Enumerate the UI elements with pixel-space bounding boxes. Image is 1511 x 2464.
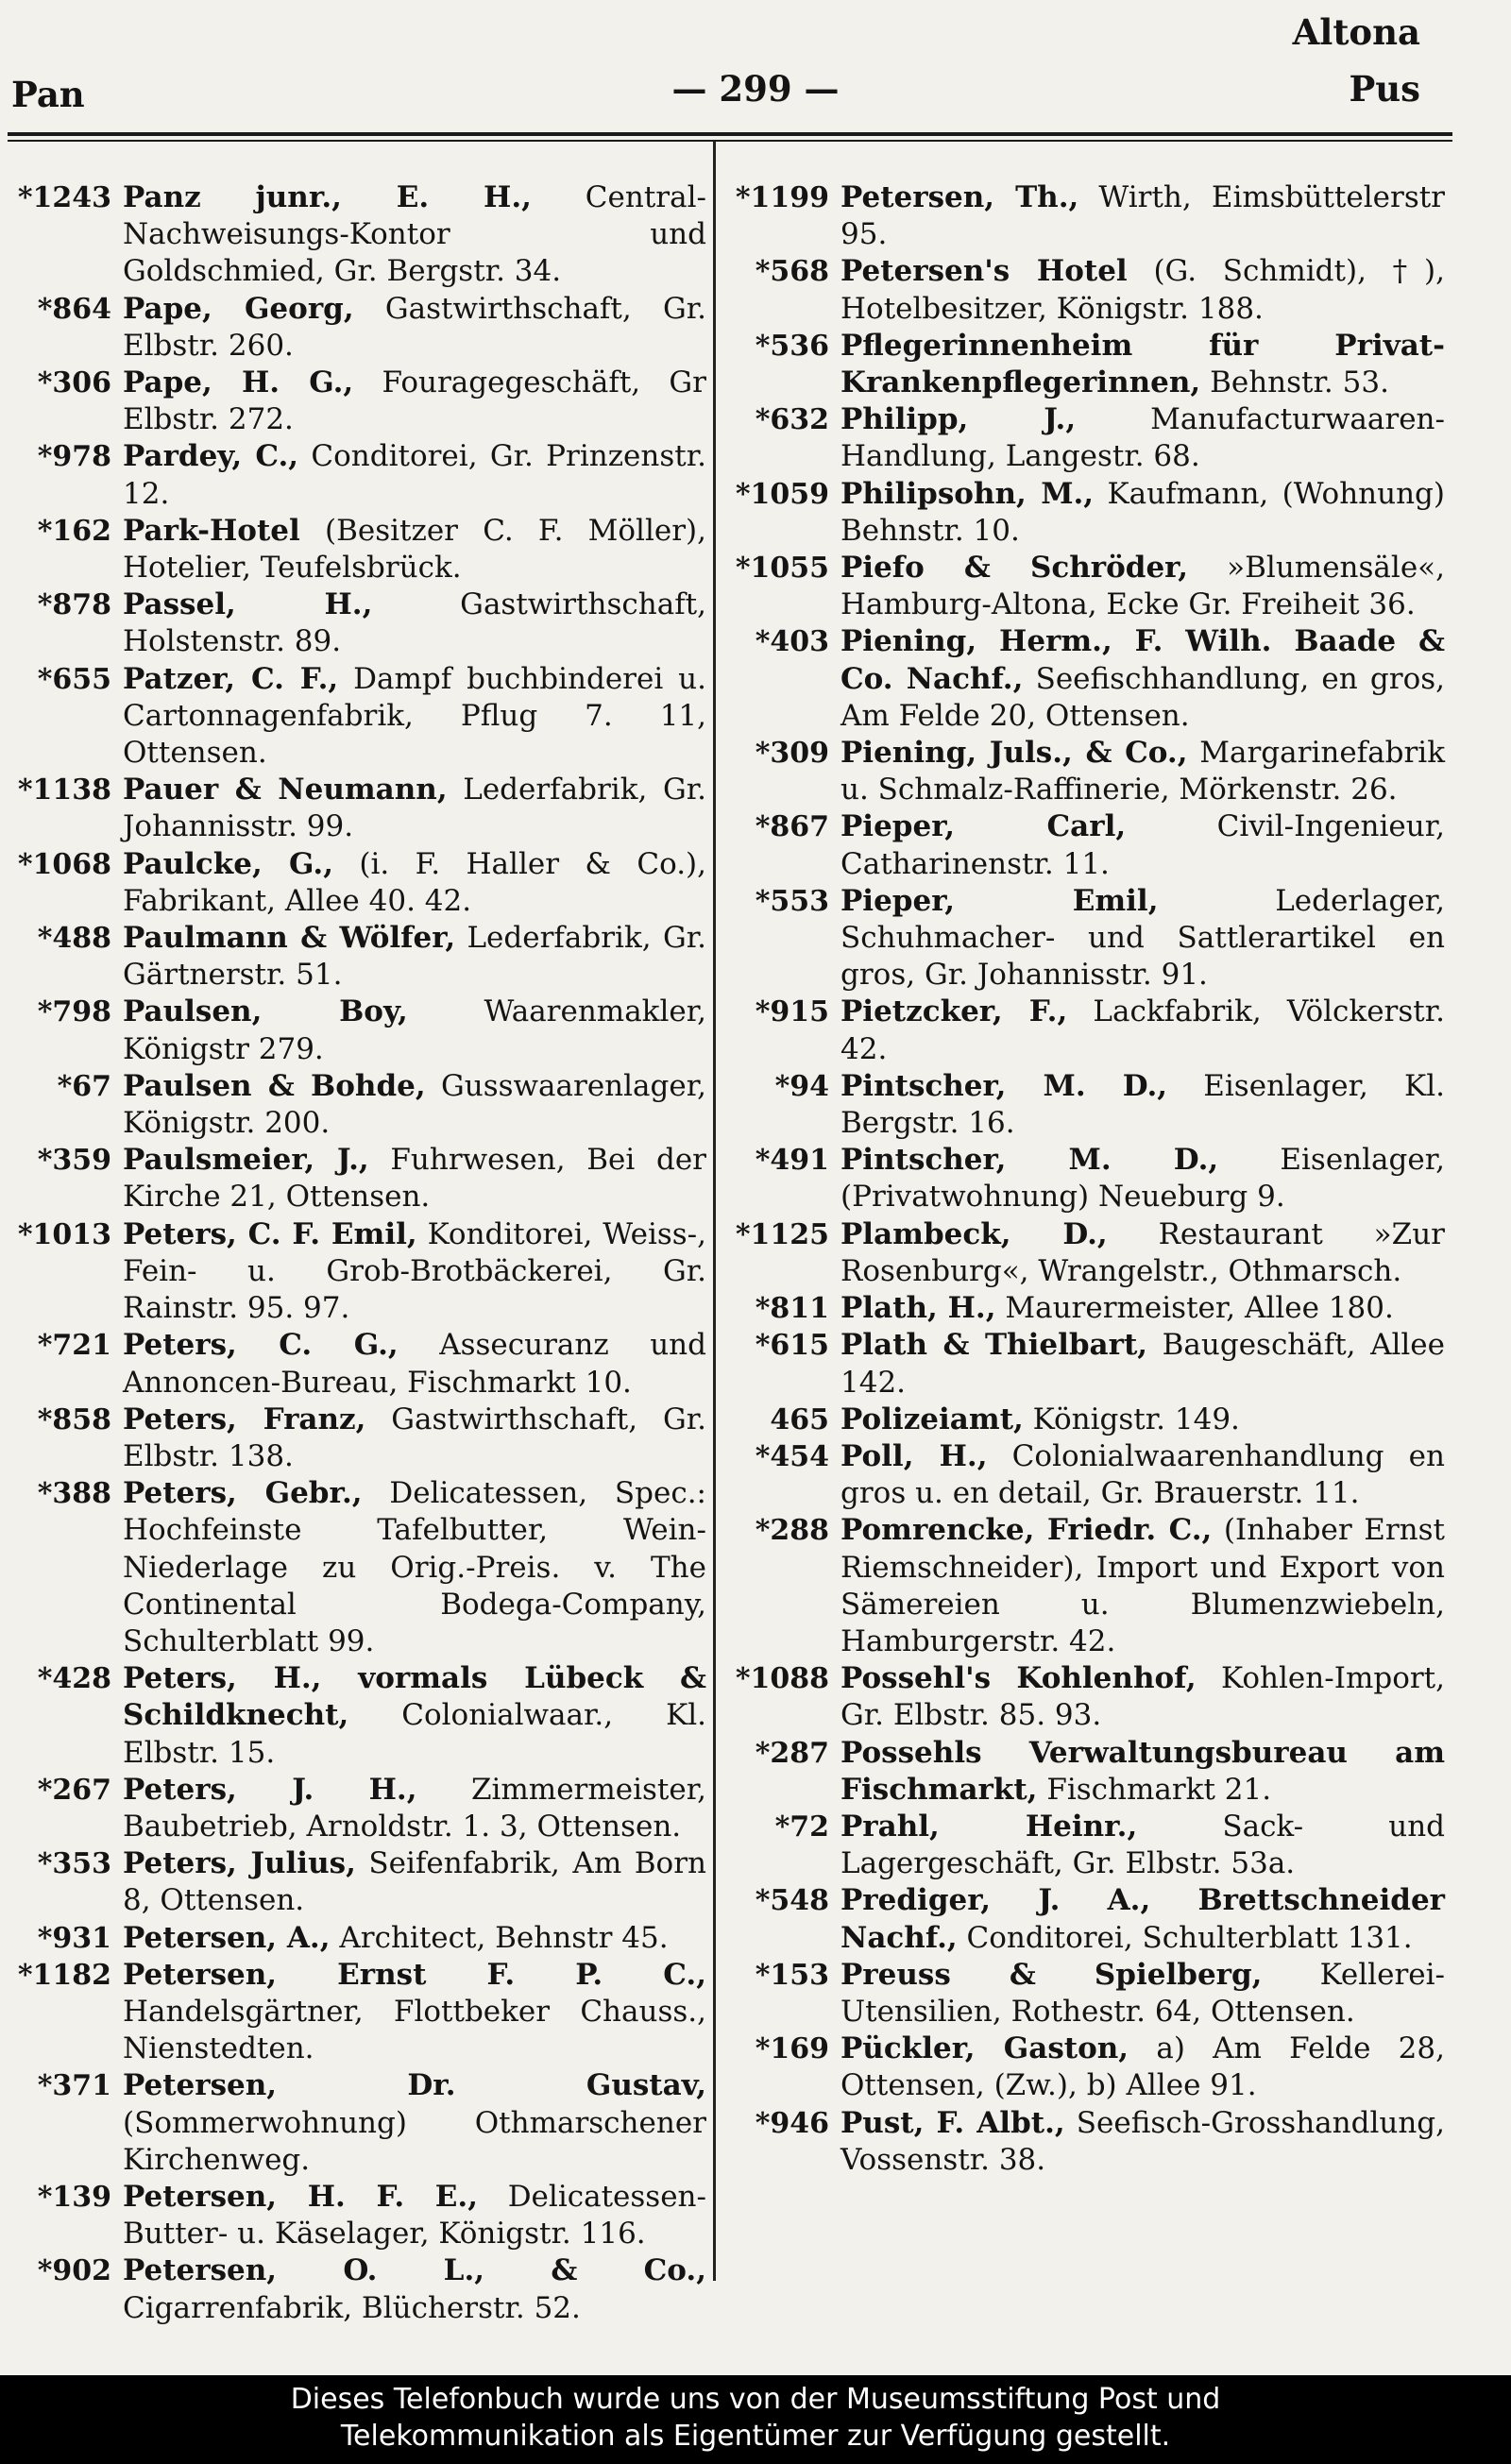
directory-entry [725,623,1445,735]
entry-phone-number: *878 [37,588,111,622]
entry-text [123,2179,706,2252]
entry-details: Kaufmann, (Wohnung) Behnstr. 10. [840,476,1445,548]
directory-entry [9,1216,706,1328]
entry-text [123,2252,706,2326]
entry-phone-number: *902 [37,2254,111,2288]
directory-entry [9,772,706,845]
entry-text [840,1882,1445,1956]
directory-entry [9,2067,706,2179]
entry-details: Central-Nachweisungs-Kontor und Goldschmied, Gr. Bergstr. 34. [123,180,706,289]
entry-details: Architect, Behnstr 45. [330,1920,669,1955]
entry-text [123,920,706,994]
entry-phone-number: *553 [755,884,829,918]
entry-text [123,994,706,1067]
entry-text [123,291,706,365]
directory-entry [9,586,706,660]
entry-text [840,1402,1445,1438]
entry-phone-number: *388 [37,1477,111,1511]
entry-phone-number: *632 [755,403,829,437]
entry-name: Pomrencke, Friedr. C., [840,1513,1213,1548]
entry-phone-number: *915 [755,995,829,1029]
entry-details: Colonialwaarenhandlung en gros u. en detail, Gr. Brauerstr. 11. [840,1438,1445,1511]
entry-text [123,661,706,773]
entry-text [123,1142,706,1215]
directory-entry [9,1845,706,1919]
entry-phone-number: 465 [770,1402,829,1436]
entry-phone-number: *309 [755,737,829,771]
directory-entry [725,1512,1445,1660]
entry-phone-number: *1243 [17,181,111,214]
entry-name: Peters, Julius, [123,1846,356,1881]
entry-details: Dampf buchbinderei u. Cartonnagenfabrik, Pflug 7. 11, Ottensen. [123,661,707,771]
entry-name: Petersen, Dr. Gustav, [123,2068,706,2103]
entry-name: Peters, C. F. Emil, [123,1216,417,1251]
directory-entry [725,2105,1445,2179]
entry-phone-number: *1125 [735,1217,829,1251]
entry-phone-number: *169 [755,2032,829,2066]
directory-entry [9,661,706,773]
entry-text [123,1957,706,2068]
entry-text [123,1660,706,1772]
entry-details: Fouragegeschäft, Gr Elbstr. 272. [123,365,706,437]
entry-name: Petersen's Hotel [840,254,1128,289]
header-rule-thin [8,140,1452,142]
page-number: — 299 — [671,68,840,110]
directory-entry [725,1660,1445,1734]
entry-text [123,1845,706,1919]
directory-entry [9,179,706,291]
entry-name: Peters, Gebr., [123,1476,363,1511]
entry-name: Pieper, Carl, [840,809,1127,844]
entry-details: (Inhaber Ernst Riemschneider), Import und Export von Sämereien u. Blumenzwiebeln, Hamburgerstr. 42. [840,1513,1445,1658]
entry-details: a) Am Felde 28, Ottensen, (Zw.), b) Allee 91. [840,2031,1445,2103]
entry-phone-number: *162 [37,514,111,548]
entry-text [123,438,706,512]
entry-name: Petersen, H. F. E., [123,2179,478,2214]
entry-details: Seefischhandlung, en gros, Am Felde 20, Ottensen. [840,661,1446,733]
entry-text [840,1660,1445,1734]
entry-phone-number: *811 [755,1292,829,1326]
entry-text [840,994,1445,1067]
entry-details: Lederlager, Schuhmacher- und Sattlerartikel en gros, Gr. Johannisstr. 91. [840,883,1445,993]
directory-entry [725,328,1445,401]
entry-name: Pape, H. G., [123,365,354,400]
entry-text [840,1290,1445,1327]
entry-details: Civil-Ingenieur, Catharinenstr. 11. [840,809,1445,881]
directory-entry [725,1882,1445,1956]
directory-entry [9,1142,706,1215]
header-range-start: Pan [11,74,85,115]
entry-name: Possehl's Kohlenhof, [840,1661,1197,1696]
entry-phone-number: *1199 [735,181,829,214]
entry-details: Kohlen-Import, Gr. Elbstr. 85. 93. [840,1661,1445,1733]
entry-phone-number: *1138 [17,773,111,807]
entry-text [123,513,706,586]
directory-entry [9,920,706,994]
entry-text [840,1438,1445,1512]
entry-text [123,179,706,291]
entry-text [840,476,1445,550]
directory-entry [725,1438,1445,1512]
entry-name: Pust, F. Albt., [840,2105,1065,2140]
entry-name: Pückler, Gaston, [840,2031,1129,2066]
entry-name: Passel, H., [123,587,373,622]
entry-details: Delicatessen-Butter- u. Käselager, Königstr. 116. [123,2179,706,2252]
entry-name: Peters, C. G., [123,1328,399,1363]
footer-line-2: Telekommunikation als Eigentümer zur Verfügung gestellt. [340,2420,1171,2453]
entry-text [840,1216,1445,1290]
entry-details: Eisenlager, (Privatwohnung) Neueburg 9. [840,1143,1445,1215]
entry-phone-number: *72 [774,1810,829,1844]
entry-details: Delicatessen, Spec.: Hochfeinste Tafelbutter, Wein-Niederlage zu Orig.-Preis. v. The Continental Bodega-Company, Schulterblatt 99. [123,1476,706,1658]
entry-name: Piefo & Schröder, [840,551,1189,586]
entry-phone-number: *1055 [735,552,829,586]
entry-details: Lackfabrik, Völckerstr. 42. [840,994,1445,1066]
entry-name: Piening, Herm., F. Wilh. Baade & Co. Nachf., [840,624,1445,696]
entry-phone-number: *491 [755,1144,829,1178]
entry-name: Pape, Georg, [123,291,354,326]
entry-details: Manufacturwaaren-Handlung, Langestr. 68. [840,402,1445,474]
entry-details: Eisenlager, Kl. Bergstr. 16. [840,1068,1445,1141]
entry-text [123,1327,706,1401]
entry-phone-number: *288 [755,1514,829,1548]
entry-phone-number: *306 [37,366,111,400]
entry-text [840,735,1445,808]
directory-entry [9,1068,706,1142]
entry-text [840,1809,1445,1882]
entry-details: (G. Schmidt), †), Hotelbesitzer, Königstr. 188. [840,254,1445,326]
entry-phone-number: *94 [774,1069,829,1103]
entry-details: (Besitzer C. F. Möller), Hotelier, Teufelsbrück. [123,513,706,586]
entry-details: Gusswaarenlager, Königstr. 200. [123,1068,706,1141]
entry-details: Cigarrenfabrik, Blücherstr. 52. [123,2290,581,2325]
entry-details: Gastwirthschaft, Gr. Elbstr. 138. [123,1402,706,1473]
directory-entry [9,1920,706,1957]
left-column [9,179,706,2327]
entry-name: Plambeck, D., [840,1216,1108,1251]
entry-text [840,2031,1445,2104]
directory-entry [9,2179,706,2252]
entry-details: Konditorei, Weiss-, Fein- u. Grob-Brotbäckerei, Gr. Rainstr. 95. 97. [123,1216,707,1326]
entry-details: Wirth, Eimsbüttelerstr 95. [840,180,1445,252]
directory-entry [725,1068,1445,1142]
directory-entry [725,476,1445,550]
directory-entry [725,1402,1445,1438]
header-range-end: Pus [1349,68,1420,110]
entry-phone-number: *655 [37,662,111,696]
entry-text [123,2067,706,2179]
entry-name: Peters, J. H., [123,1772,417,1807]
entry-phone-number: *1013 [17,1217,111,1251]
directory-entry [9,1327,706,1401]
entry-name: Pflegerinnenheim für Privat-Krankenpflegerinnen, [840,328,1445,400]
directory-entry [725,401,1445,475]
entry-name: Plath & Thielbart, [840,1328,1148,1363]
entry-name: Philipsohn, M., [840,476,1095,511]
entry-phone-number: *864 [37,292,111,326]
entry-phone-number: *1059 [735,477,829,511]
entry-text [840,253,1445,327]
entry-phone-number: *488 [37,922,111,956]
entry-phone-number: *978 [37,440,111,474]
directory-entry [725,735,1445,808]
directory-entry [725,1809,1445,1882]
entry-phone-number: *139 [37,2180,111,2214]
entry-text [123,846,706,920]
entry-text [840,550,1445,623]
entry-text [840,808,1445,882]
entry-name: Paulcke, G., [123,846,334,881]
entry-phone-number: *371 [37,2069,111,2103]
header-city: Altona [1292,11,1420,53]
entry-text [840,1957,1445,2031]
entry-name: Piening, Juls., & Co., [840,736,1188,771]
entry-phone-number: *1068 [17,847,111,881]
entry-text [840,1142,1445,1215]
entry-details: Colonialwaar., Kl. Elbstr. 15. [123,1698,706,1770]
entry-text [123,586,706,660]
entry-details: »Blumensäle«, Hamburg-Altona, Ecke Gr. Freiheit 36. [840,551,1445,622]
header-rule [8,132,1452,136]
entry-name: Pardey, C., [123,439,299,474]
entry-text [840,328,1445,401]
entry-details: Sack- und Lagergeschäft, Gr. Elbstr. 53a. [840,1809,1446,1881]
directory-entry [725,1735,1445,1809]
directory-entry [9,513,706,586]
entry-text [840,1068,1445,1142]
entry-name: Paulmann & Wölfer, [123,921,456,956]
directory-entry [9,1475,706,1660]
entry-name: Paulsen & Bohde, [123,1068,426,1103]
directory-entry [9,1402,706,1475]
entry-details: Assecuranz und Annoncen-Bureau, Fischmarkt 10. [123,1328,706,1400]
entry-text [840,883,1445,994]
entry-name: Poll, H., [840,1438,988,1473]
entry-text [840,179,1445,253]
entry-text [123,1772,706,1845]
entry-text [840,1735,1445,1809]
entry-name: Possehls Verwaltungsbureau am Fischmarkt, [840,1735,1445,1807]
entry-name: Paulsmeier, J., [123,1143,369,1178]
entry-phone-number: *1088 [735,1662,829,1696]
entry-details: Behnstr. 53. [1200,365,1389,400]
entry-details: (i. F. Haller & Co.), Fabrikant, Allee 40. 42. [123,846,706,918]
entry-text [123,365,706,438]
entry-details: Seifenfabrik, Am Born 8, Ottensen. [123,1846,706,1918]
entry-phone-number: *931 [37,1921,111,1955]
entry-name: Polizeiamt, [840,1402,1024,1436]
entry-name: Pintscher, M. D., [840,1068,1168,1103]
entry-details: Handelsgärtner, Flottbeker Chauss., Nienstedten. [123,1994,706,2066]
entry-name: Panz junr., E. H., [123,180,532,214]
entry-details: Fischmarkt 21. [1037,1772,1272,1807]
entry-details: (Sommerwohnung) Othmarschener Kirchenweg. [123,2105,706,2177]
entry-phone-number: *867 [755,810,829,844]
entry-details: Kellerei-Utensilien, Rothestr. 64, Ottensen. [840,1957,1445,2029]
directory-entry [9,365,706,438]
entry-phone-number: *353 [37,1847,111,1881]
entry-name: Patzer, C. F., [123,661,339,696]
entry-phone-number: *721 [37,1329,111,1363]
entry-name: Petersen, A., [123,1920,331,1955]
entry-details: Maurermeister, Allee 180. [995,1291,1394,1326]
directory-entry [725,179,1445,253]
entry-details: Conditorei, Gr. Prinzenstr. 12. [123,439,707,511]
entry-phone-number: *403 [755,625,829,659]
entry-phone-number: *267 [37,1773,111,1807]
entry-name: Pintscher, M. D., [840,1143,1219,1178]
directory-entry [725,1327,1445,1401]
entry-details: Restaurant »Zur Rosenburg«, Wrangelstr., Othmarsch. [840,1216,1445,1288]
entry-details: Lederfabrik, Gr. Johannisstr. 99. [123,773,706,844]
entry-phone-number: *1182 [17,1958,111,1992]
directory-entry [9,1957,706,2068]
entry-phone-number: *548 [755,1884,829,1918]
entry-phone-number: *946 [755,2106,829,2140]
directory-entry [725,550,1445,623]
directory-entry [725,1957,1445,2031]
directory-entry [9,438,706,512]
directory-entry [9,994,706,1067]
entry-phone-number: *287 [755,1736,829,1770]
entry-phone-number: *798 [37,995,111,1029]
entry-name: Peters, Franz, [123,1402,366,1436]
entry-text [123,1068,706,1142]
entry-name: Preuss & Spielberg, [840,1957,1263,1992]
entry-text [123,772,706,845]
entry-text [840,2105,1445,2179]
entry-phone-number: *454 [755,1439,829,1473]
entry-details: Margarinefabrik u. Schmalz-Raffinerie, Mörkenstr. 26. [840,736,1445,807]
entry-details: Zimmermeister, Baubetrieb, Arnoldstr. 1. 3, Ottensen. [123,1772,706,1844]
entry-text [840,401,1445,475]
entry-phone-number: *359 [37,1144,111,1178]
entry-name: Plath, H., [840,1291,996,1326]
entry-name: Prahl, Heinr., [840,1809,1138,1844]
directory-entry [725,2031,1445,2104]
directory-entry [9,1660,706,1772]
entry-text [840,1327,1445,1401]
entry-name: Prediger, J. A., Brettschneider Nachf., [840,1883,1445,1955]
entry-name: Peters, H., vormals Lübeck & Schildknecht, [123,1661,706,1733]
entry-details: Conditorei, Schulterblatt 131. [957,1920,1413,1955]
entry-name: Paulsen, Boy, [123,994,408,1029]
footer-line-1: Dieses Telefonbuch wurde uns von der Museumsstiftung Post und [290,2383,1221,2416]
directory-entry [725,808,1445,882]
entry-text [840,1512,1445,1660]
directory-entry [725,253,1445,327]
entry-phone-number: *67 [57,1069,111,1103]
entry-phone-number: *858 [37,1402,111,1436]
directory-entry [9,2252,706,2326]
entry-name: Park-Hotel [123,513,300,548]
directory-entry [9,291,706,365]
entry-details: Gastwirthschaft, Gr. Elbstr. 260. [123,291,706,363]
entry-phone-number: *615 [755,1329,829,1363]
entry-phone-number: *568 [755,255,829,289]
entry-details: Waarenmakler, Königstr 279. [123,994,706,1066]
entry-details: Baugeschäft, Allee 142. [840,1328,1445,1400]
entry-text [123,1216,706,1328]
entry-phone-number: *428 [37,1662,111,1696]
entry-phone-number: *153 [755,1958,829,1992]
entry-details: Königstr. 149. [1023,1402,1240,1436]
directory-entry [725,1290,1445,1327]
footer-notice [0,2375,1511,2464]
directory-entry [9,1772,706,1845]
directory-entry [725,883,1445,994]
right-column [725,179,1445,2179]
entry-name: Pauer & Neumann, [123,773,448,807]
entry-name: Petersen, Ernst F. P. C., [123,1957,706,1992]
directory-entry [9,846,706,920]
directory-entry [725,1142,1445,1215]
entry-details: Fuhrwesen, Bei der Kirche 21, Ottensen. [123,1143,707,1215]
entry-details: Gastwirthschaft, Holstenstr. 89. [123,587,706,659]
column-divider [713,142,716,2281]
entry-text [123,1920,706,1957]
entry-phone-number: *536 [755,329,829,363]
entry-text [123,1475,706,1660]
entry-name: Petersen, O. L., & Co., [123,2253,706,2288]
entry-details: Lederfabrik, Gr. Gärtnerstr. 51. [123,921,706,993]
entry-text [123,1402,706,1475]
entry-name: Pietzcker, F., [840,994,1068,1029]
entry-text [840,623,1445,735]
entry-name: Pieper, Emil, [840,883,1159,918]
directory-entry [725,994,1445,1067]
entry-name: Philipp, J., [840,402,1077,437]
entry-details: Seefisch-Grosshandlung, Vossenstr. 38. [840,2105,1445,2177]
entry-name: Petersen, Th., [840,180,1079,214]
directory-entry [725,1216,1445,1290]
